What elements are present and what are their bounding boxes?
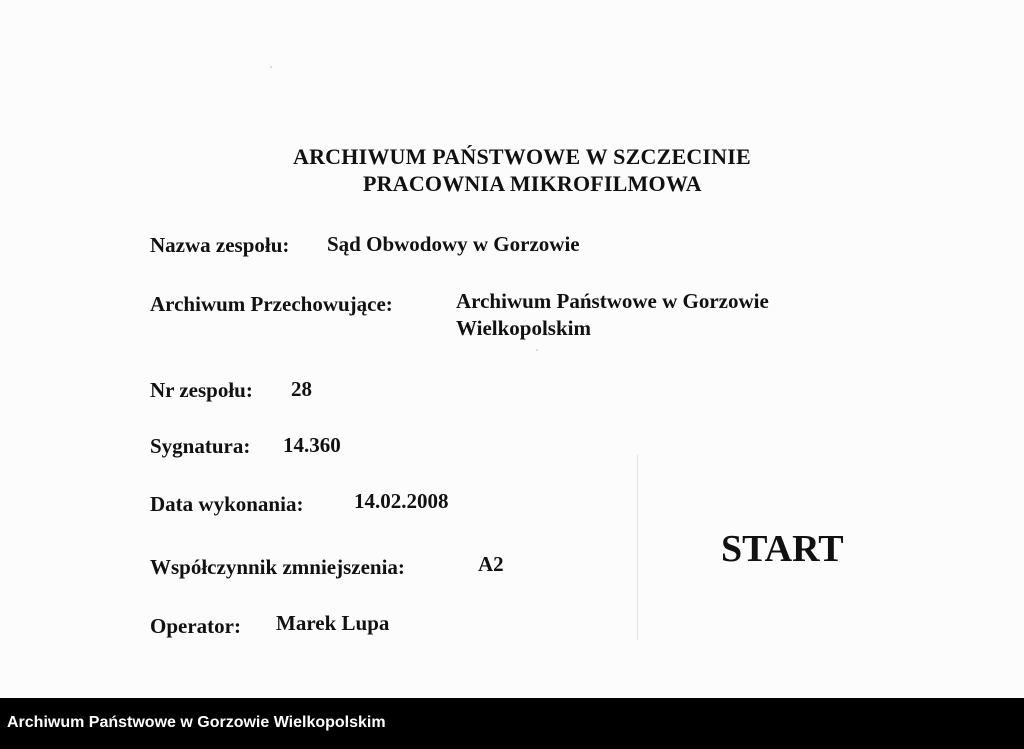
nr-zespolu-label: Nr zespołu: [150,378,253,402]
zespol-value: Sąd Obwodowy w Gorzowie [327,232,580,256]
archiwum-value-line2: Wielkopolskim [456,316,591,340]
sygnatura-value: 14.360 [283,433,341,457]
archiwum-label: Archiwum Przechowujące: [150,292,393,316]
archiwum-value-line1: Archiwum Państwowe w Gorzowie [456,289,769,313]
wspolczynnik-label: Współczynnik zmniejszenia: [150,555,405,579]
nr-zespolu-value: 28 [291,377,312,401]
fold-line [637,455,638,640]
operator-value: Marek Lupa [276,611,390,635]
header-subtitle: PRACOWNIA MIKROFILMOWA [363,171,702,196]
scan-speck [270,66,272,68]
start-marker: START [721,528,844,570]
scan-speck [536,349,538,351]
wspolczynnik-value: A2 [478,552,504,576]
header-title: ARCHIWUM PAŃSTWOWE W SZCZECINIE [293,144,751,169]
operator-label: Operator: [150,614,241,638]
sygnatura-label: Sygnatura: [150,434,251,458]
data-wykonania-label: Data wykonania: [150,492,304,516]
caption-text: Archiwum Państwowe w Gorzowie Wielkopolskim [7,714,386,731]
caption-bar [0,698,1024,749]
zespol-label: Nazwa zespołu: [150,233,290,257]
data-wykonania-value: 14.02.2008 [354,489,449,513]
